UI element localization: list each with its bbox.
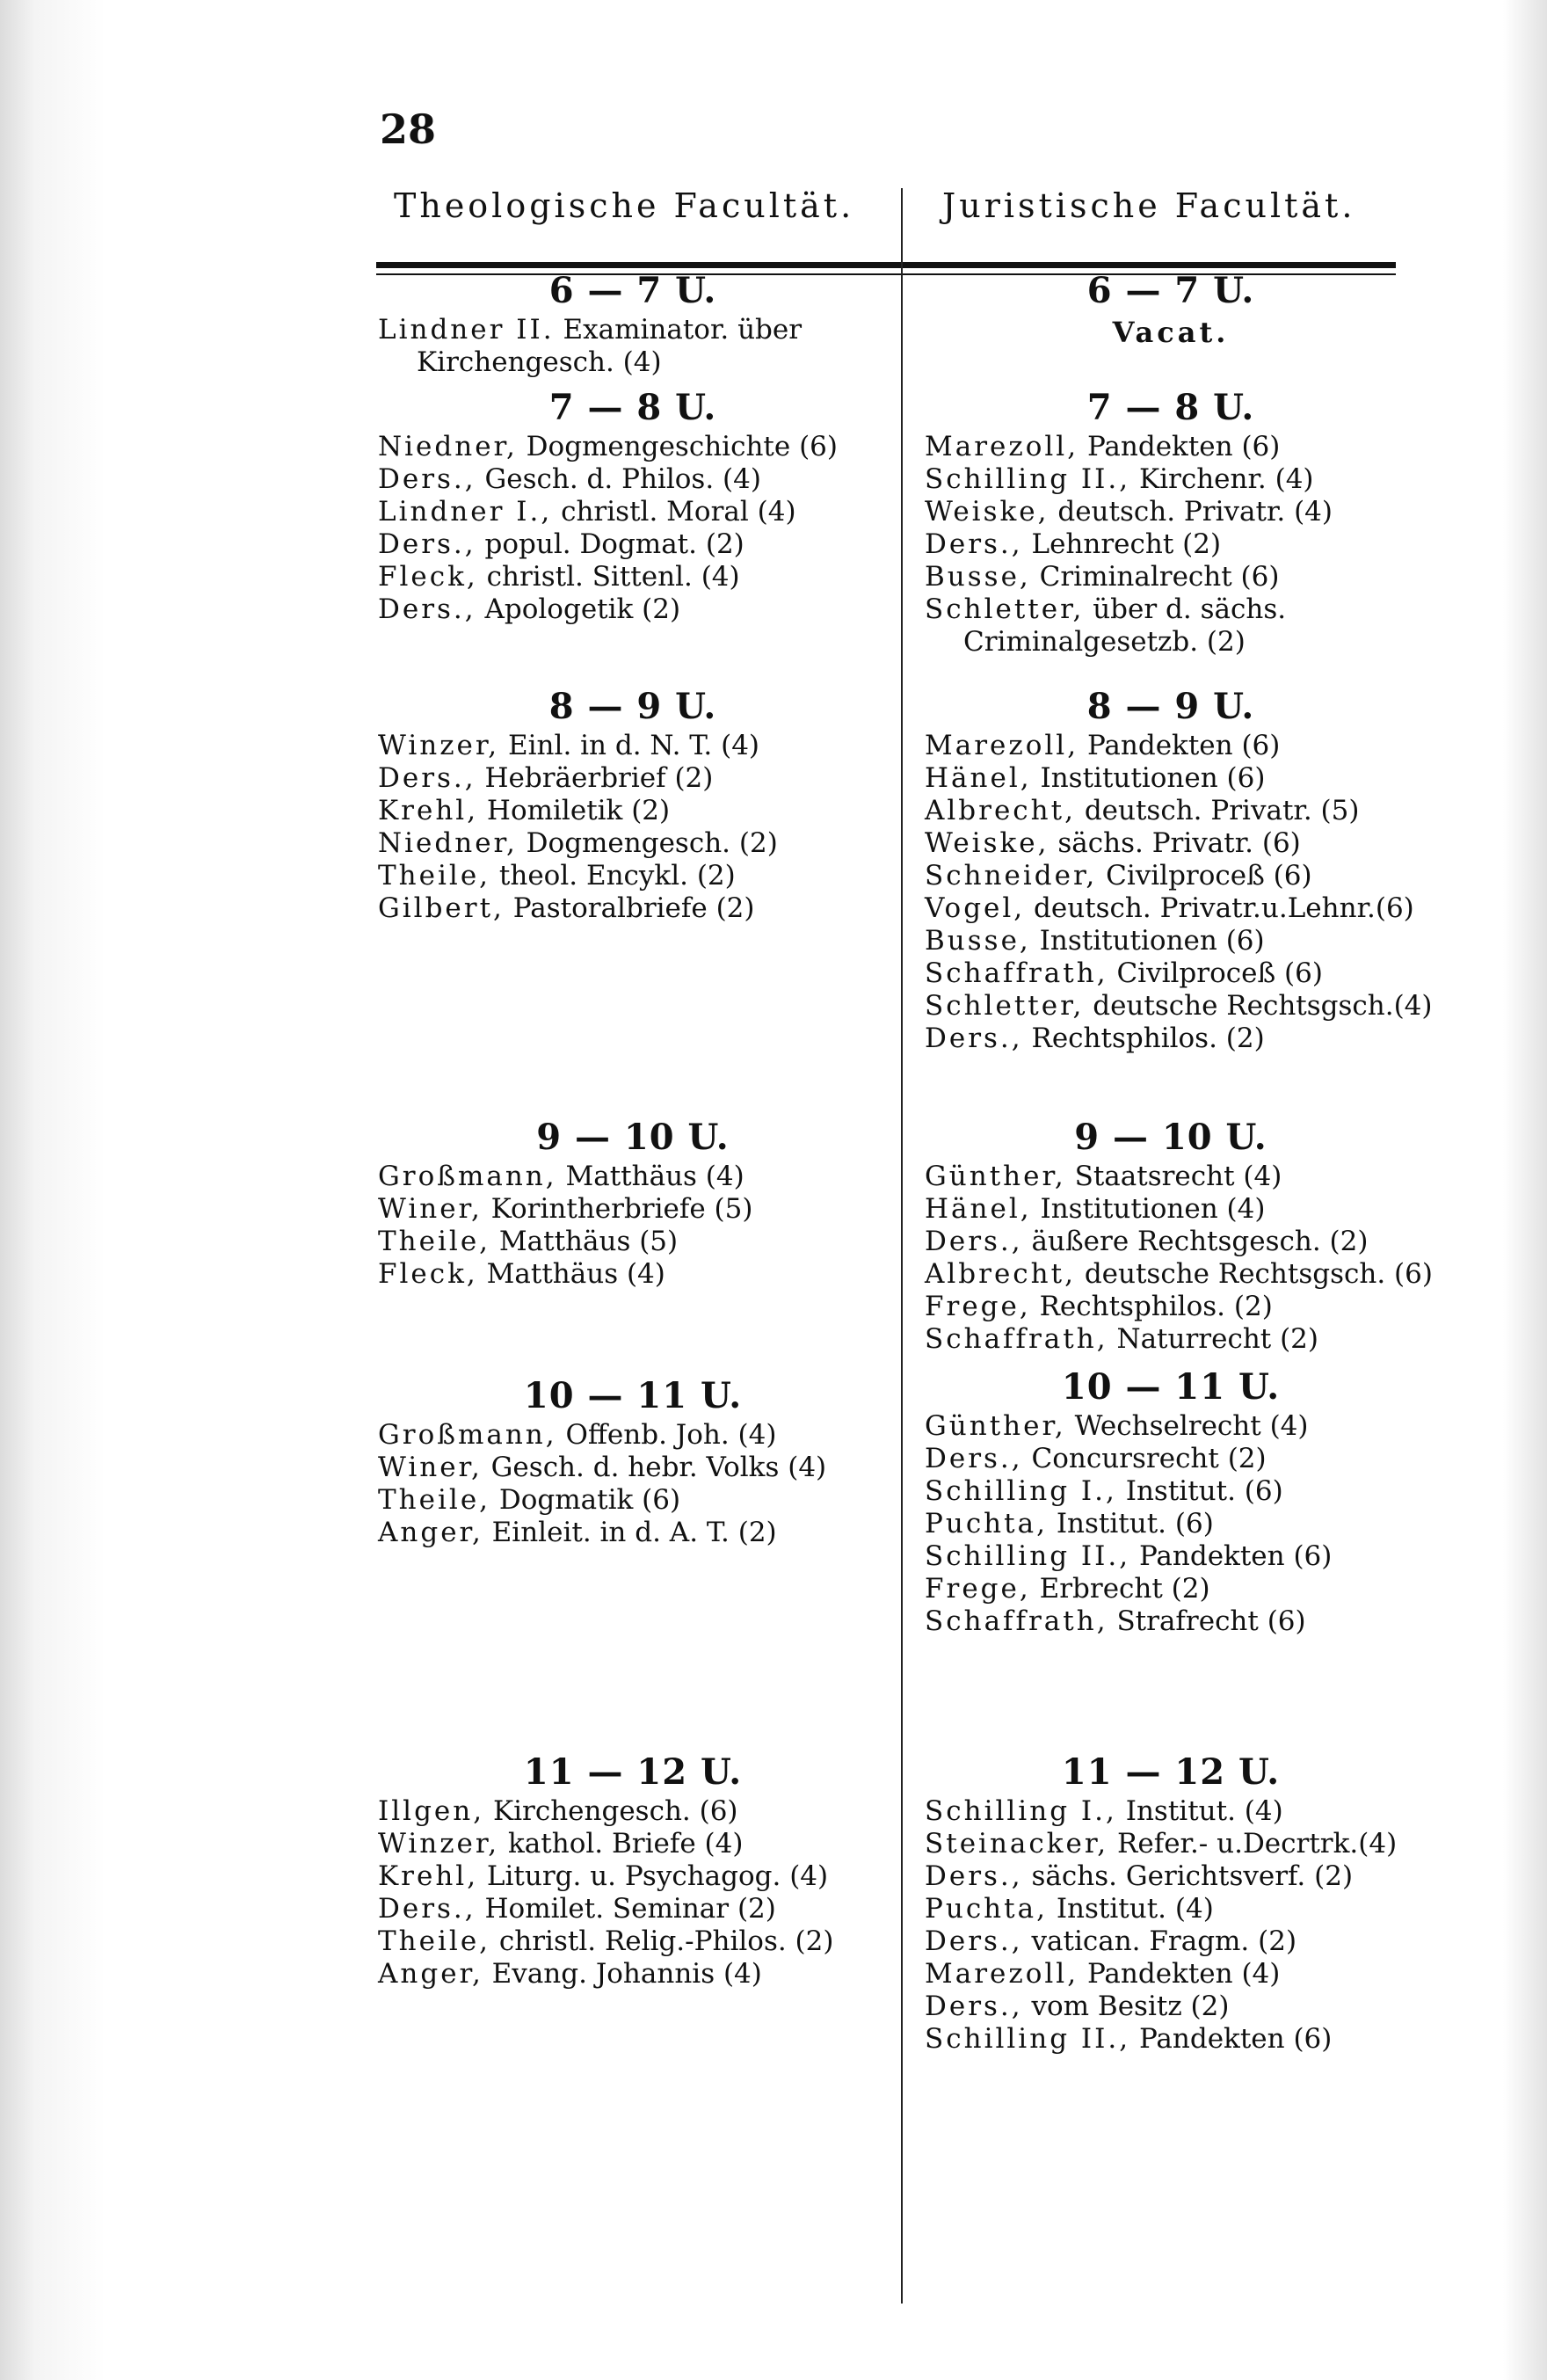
course-title: Hebräerbrief (2): [484, 762, 714, 794]
course-title: Institutionen (6): [1039, 925, 1265, 957]
lecturer-name: Schletter,: [925, 593, 1085, 625]
course-title: Criminalrecht (6): [1039, 561, 1280, 593]
lecturer-name: Illgen,: [378, 1795, 485, 1827]
lecturer-name: Ders.,: [925, 1226, 1023, 1257]
course-title: Gesch. d. Philos. (4): [484, 463, 761, 495]
lecturer-name: Schilling I.,: [925, 1795, 1117, 1827]
lecturer-name: Puchta,: [925, 1508, 1048, 1539]
lecturer-name: Schneider,: [925, 860, 1098, 892]
course-entry: [925, 528, 1417, 561]
course-entry: [925, 463, 1417, 496]
course-title: Rechtsphilos. (2): [1039, 1291, 1273, 1322]
lecturer-name: Hänel,: [925, 762, 1032, 794]
course-title: Institutionen (6): [1040, 762, 1266, 794]
lecturer-name: Theile,: [378, 1484, 491, 1516]
course-title: sächs. Gerichtsverf. (2): [1031, 1860, 1354, 1892]
time-block: [378, 684, 888, 925]
lecturer-name: Hänel,: [925, 1193, 1032, 1225]
page-number: 28: [380, 106, 437, 153]
lecturer-name: Anger,: [378, 1958, 483, 1990]
course-entry: [378, 1958, 888, 1991]
lecturer-name: Günther,: [925, 1410, 1066, 1442]
time-block: [925, 1115, 1433, 1356]
course-title: Pandekten (6): [1086, 730, 1281, 761]
lecturer-name: Winer,: [378, 1452, 483, 1483]
time-block: [378, 1115, 888, 1291]
course-entry: [925, 561, 1417, 593]
course-title: Korintherbriefe (5): [490, 1193, 753, 1225]
course-entry: [925, 730, 1417, 762]
lecturer-name: Marezoll,: [925, 730, 1079, 761]
course-title: deutsch. Privatr.u.Lehnr.(6): [1034, 892, 1414, 924]
vacat-note: Vacat.: [1112, 316, 1230, 349]
lecturer-name: Ders.,: [378, 762, 476, 794]
course-title: vatican. Fragm. (2): [1031, 1925, 1297, 1957]
lecturer-name: Ders.,: [925, 528, 1023, 560]
course-entry: [378, 1795, 888, 1828]
course-title: Lehnrecht (2): [1031, 528, 1222, 560]
time-block: [378, 385, 888, 626]
lecturer-name: Theile,: [378, 860, 491, 892]
lecturer-name: Ders.,: [925, 1860, 1023, 1892]
lecturer-name: Frege,: [925, 1291, 1031, 1322]
course-entry: [378, 1517, 888, 1549]
course-title: deutsch. Privatr. (5): [1084, 795, 1360, 826]
theology-faculty-header: Theologische Facultät.: [394, 186, 855, 225]
course-title: Offenb. Joh. (4): [565, 1419, 777, 1451]
course-entry: [378, 431, 888, 463]
course-entry: [925, 1323, 1417, 1356]
lecturer-name: Ders.,: [378, 528, 476, 560]
course-title: Pandekten (4): [1086, 1958, 1281, 1990]
course-entry: [925, 431, 1417, 463]
lecturer-name: Puchta,: [925, 1893, 1048, 1925]
course-entry: [925, 1291, 1417, 1323]
course-title: Civilproceß (6): [1106, 860, 1312, 892]
lecturer-name: Fleck,: [378, 1258, 478, 1290]
course-entry: [925, 795, 1417, 827]
lecturer-name: Lindner I.,: [378, 496, 553, 528]
course-title: christl. Moral (4): [561, 496, 796, 528]
course-entry: [378, 314, 888, 379]
course-entry: [925, 1991, 1417, 2023]
course-entry: [378, 795, 888, 827]
course-title: Concursrecht (2): [1031, 1443, 1267, 1474]
lecturer-name: Weiske,: [925, 827, 1049, 859]
course-entry: [925, 1958, 1417, 1991]
lecturer-name: Ders.,: [925, 1443, 1023, 1474]
course-entry: [925, 1508, 1417, 1540]
course-title: Naturrecht (2): [1116, 1323, 1319, 1355]
lecturer-name: Theile,: [378, 1226, 491, 1257]
scan-edge-shadow: [0, 0, 264, 2380]
lecturer-name: Großmann,: [378, 1419, 557, 1451]
course-entry: [925, 1605, 1417, 1638]
lecturer-name: Fleck,: [378, 561, 478, 593]
lecturer-name: Gilbert,: [378, 892, 505, 924]
header-rule-thick: [376, 262, 1396, 268]
lecturer-name: Busse,: [925, 561, 1031, 593]
lecturer-name: Schilling I.,: [925, 1475, 1117, 1507]
lecturer-name: Marezoll,: [925, 1958, 1079, 1990]
course-entry: [378, 528, 888, 561]
course-title: kathol. Briefe (4): [508, 1828, 744, 1860]
course-title: Institut. (6): [1125, 1475, 1283, 1507]
course-title: Refer.- u.Decrtrk.(4): [1117, 1828, 1398, 1860]
time-slot-heading: 6 — 7 U.: [548, 270, 717, 311]
course-title: Strafrecht (6): [1116, 1605, 1306, 1637]
course-title: popul. Dogmat. (2): [484, 528, 744, 560]
course-title: Evang. Johannis (4): [491, 1958, 762, 1990]
lecturer-name: Ders.,: [378, 463, 476, 495]
course-entry: [925, 593, 1417, 659]
course-entry: [378, 1828, 888, 1860]
course-entry: [925, 1161, 1417, 1193]
time-slot-heading: 7 — 8 U.: [1086, 387, 1255, 428]
lecturer-name: Ders.,: [925, 1925, 1023, 1957]
lecturer-name: Vogel,: [925, 892, 1026, 924]
lecturer-name: Albrecht,: [925, 795, 1076, 826]
time-block: [925, 385, 1417, 659]
course-title: Kirchenr. (4): [1138, 463, 1314, 495]
lecturer-name: Albrecht,: [925, 1258, 1076, 1290]
course-title: Apologetik (2): [484, 593, 681, 625]
law-faculty-header: Juristische Facultät.: [942, 186, 1356, 225]
course-entry: [378, 1161, 888, 1193]
time-block: [378, 1750, 888, 1991]
time-slot-heading: 7 — 8 U.: [548, 387, 717, 428]
lecturer-name: Günther,: [925, 1161, 1066, 1192]
course-title: Wechselrecht (4): [1074, 1410, 1309, 1442]
time-block: [925, 1750, 1417, 2056]
time-block: [378, 1373, 888, 1549]
lecturer-name: Schilling II.,: [925, 1540, 1131, 1572]
course-title: Pandekten (6): [1086, 431, 1281, 462]
course-title: Institut. (4): [1056, 1893, 1214, 1925]
lecturer-name: Anger,: [378, 1517, 483, 1548]
course-title: über d. sächs. Criminalgesetzb. (2): [963, 593, 1287, 658]
course-title: sächs. Privatr. (6): [1057, 827, 1301, 859]
course-entry: [925, 1258, 1433, 1291]
lecturer-name: Schaffrath,: [925, 957, 1108, 989]
lecturer-name: Winzer,: [378, 730, 500, 761]
time-block: [378, 268, 888, 379]
lecturer-name: Ders.,: [925, 1991, 1023, 2022]
lecturer-name: Weiske,: [925, 496, 1049, 528]
course-title: Examinator. über Kirchengesch. (4): [417, 314, 803, 378]
lecturer-name: Marezoll,: [925, 431, 1079, 462]
lecturer-name: Busse,: [925, 925, 1031, 957]
course-title: deutsche Rechtsgsch.(4): [1093, 990, 1433, 1022]
course-title: Institut. (4): [1125, 1795, 1283, 1827]
lecturer-name: Schaffrath,: [925, 1323, 1108, 1355]
course-entry: [925, 1193, 1417, 1226]
lecturer-name: Frege,: [925, 1573, 1031, 1605]
course-title: Matthäus (4): [486, 1258, 665, 1290]
course-title: Einl. in d. N. T. (4): [508, 730, 760, 761]
course-title: Matthäus (4): [565, 1161, 744, 1192]
column-divider: [901, 202, 903, 2304]
course-title: Institut. (6): [1056, 1508, 1214, 1539]
time-slot-heading: 10 — 11 U.: [1061, 1366, 1281, 1408]
course-title: deutsche Rechtsgsch. (6): [1084, 1258, 1433, 1290]
course-entry: [378, 561, 888, 593]
course-title: Pandekten (6): [1138, 1540, 1333, 1572]
course-entry: [925, 990, 1433, 1023]
course-entry: [925, 1475, 1417, 1508]
time-slot-heading: 8 — 9 U.: [1086, 686, 1255, 727]
course-title: äußere Rechtsgesch. (2): [1031, 1226, 1369, 1257]
lecturer-name: Schaffrath,: [925, 1605, 1108, 1637]
course-title: Einleit. in d. A. T. (2): [491, 1517, 777, 1548]
course-title: Dogmengeschichte (6): [526, 431, 838, 462]
lecturer-name: Großmann,: [378, 1161, 557, 1192]
time-slot-heading: 11 — 12 U.: [523, 1751, 743, 1793]
course-entry: [378, 1419, 888, 1452]
course-entry: [378, 1860, 888, 1893]
lecturer-name: Krehl,: [378, 1860, 479, 1892]
lecturer-name: Ders.,: [925, 1023, 1023, 1054]
course-title: theol. Encykl. (2): [498, 860, 736, 892]
course-title: Staatsrecht (4): [1074, 1161, 1282, 1192]
course-entry: [378, 496, 888, 528]
course-entry: [378, 762, 888, 795]
course-title: Institutionen (4): [1040, 1193, 1266, 1225]
course-entry: [925, 2023, 1417, 2056]
course-entry: [378, 1484, 888, 1517]
lecturer-name: Winzer,: [378, 1828, 500, 1860]
course-entry: [925, 1410, 1417, 1443]
course-entry: [925, 860, 1417, 892]
course-entry: [925, 762, 1417, 795]
course-title: Erbrecht (2): [1039, 1573, 1210, 1605]
lecturer-name: Theile,: [378, 1925, 491, 1957]
lecturer-name: Lindner II.: [378, 314, 555, 346]
course-title: Gesch. d. hebr. Volks (4): [490, 1452, 827, 1483]
course-entry: [925, 1443, 1417, 1475]
course-entry: [925, 1828, 1417, 1860]
course-title: Homilet. Seminar (2): [484, 1893, 776, 1925]
lecturer-name: Schilling II.,: [925, 2023, 1131, 2055]
lecturer-name: Niedner,: [378, 431, 518, 462]
course-entry: [378, 593, 888, 626]
course-entry: [925, 1573, 1417, 1605]
lecturer-name: Steinacker,: [925, 1828, 1109, 1860]
course-entry: [925, 925, 1417, 957]
course-entry: [925, 1893, 1417, 1925]
course-title: Liturg. u. Psychagog. (4): [486, 1860, 829, 1892]
course-title: Rechtsphilos. (2): [1031, 1023, 1265, 1054]
course-entry: [378, 827, 888, 860]
course-entry: [925, 1795, 1417, 1828]
course-title: Pandekten (6): [1138, 2023, 1333, 2055]
time-slot-heading: 9 — 10 U.: [536, 1117, 730, 1158]
lecturer-name: Ders.,: [378, 1893, 476, 1925]
lecturer-name: Krehl,: [378, 795, 479, 826]
lecturer-name: Schilling II.,: [925, 463, 1131, 495]
lecturer-name: Schletter,: [925, 990, 1085, 1022]
time-slot-heading: 8 — 9 U.: [548, 686, 717, 727]
scan-edge-shadow-right: [1503, 0, 1547, 2380]
course-entry: [925, 1540, 1417, 1573]
course-entry: [925, 1925, 1417, 1958]
course-entry: [925, 957, 1417, 990]
course-title: Kirchengesch. (6): [492, 1795, 738, 1827]
time-block: [925, 268, 1417, 351]
course-entry: [925, 892, 1417, 925]
course-entry: [378, 1258, 888, 1291]
course-title: Matthäus (5): [498, 1226, 679, 1257]
time-slot-heading: 9 — 10 U.: [1074, 1117, 1267, 1158]
course-title: Pastoralbriefe (2): [512, 892, 755, 924]
time-slot-heading: 6 — 7 U.: [1086, 270, 1255, 311]
course-title: deutsch. Privatr. (4): [1057, 496, 1333, 528]
course-entry: [378, 463, 888, 496]
time-slot-heading: 11 — 12 U.: [1061, 1751, 1281, 1793]
lecturer-name: Ders.,: [378, 593, 476, 625]
course-title: Dogmengesch. (2): [526, 827, 778, 859]
course-entry: [925, 1226, 1417, 1258]
course-entry: [378, 730, 888, 762]
lecturer-name: Winer,: [378, 1193, 483, 1225]
course-title: christl. Relig.-Philos. (2): [498, 1925, 834, 1957]
course-entry: [925, 1860, 1417, 1893]
lecturer-name: Niedner,: [378, 827, 518, 859]
course-entry: [925, 496, 1417, 528]
course-entry: [378, 892, 888, 925]
time-slot-heading: 10 — 11 U.: [523, 1375, 743, 1416]
course-entry: [925, 827, 1417, 860]
course-entry: [378, 1925, 888, 1958]
course-entry: [378, 1452, 888, 1484]
course-entry: [378, 860, 888, 892]
course-title: Civilproceß (6): [1116, 957, 1323, 989]
course-entry: [378, 1226, 888, 1258]
course-title: vom Besitz (2): [1031, 1991, 1230, 2022]
course-title: Homiletik (2): [486, 795, 671, 826]
course-title: christl. Sittenl. (4): [486, 561, 740, 593]
time-block: [925, 1365, 1417, 1638]
course-title: Dogmatik (6): [498, 1484, 681, 1516]
course-entry: [925, 1023, 1417, 1055]
time-block: [925, 684, 1433, 1055]
course-entry: [378, 1193, 888, 1226]
course-entry: [378, 1893, 888, 1925]
